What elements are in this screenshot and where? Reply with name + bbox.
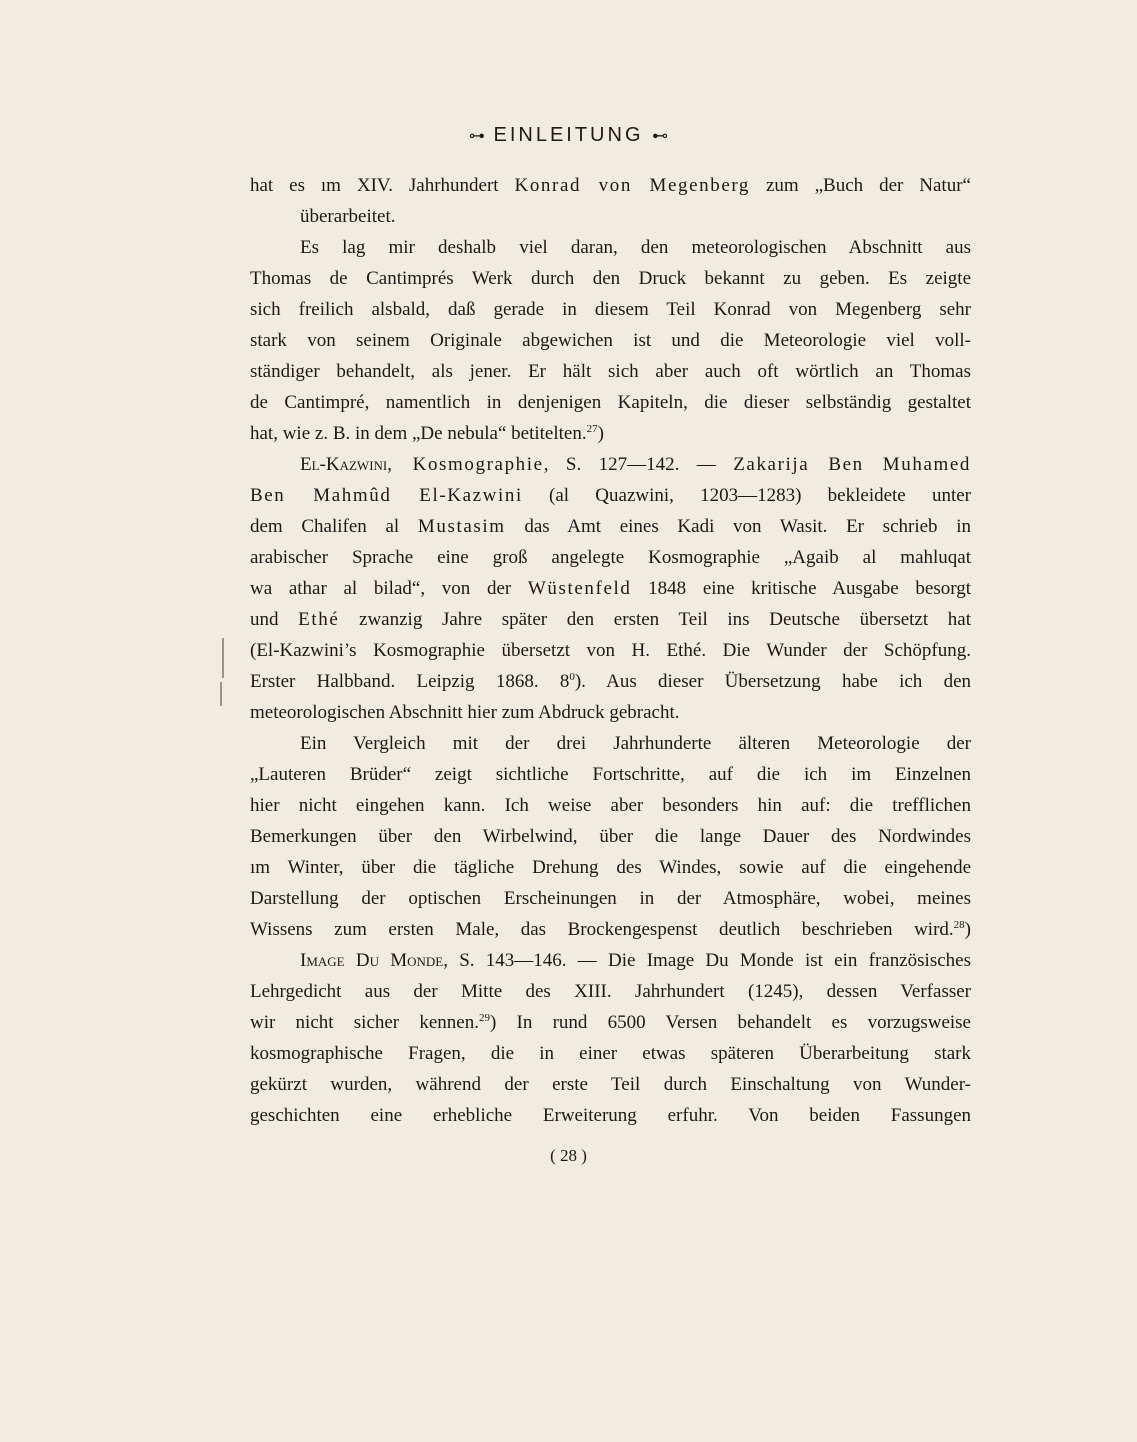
running-header [0, 124, 1137, 147]
header-title: EINLEITUNG [493, 124, 644, 146]
text-line: stark von seinem Originale abgewichen ist und die Meteorologie viel voll- [250, 330, 971, 351]
footnote-ref: 28 [953, 919, 965, 931]
text-line: dem Chalifen al Mustasim das Amt eines Kadi von Wasit. Er schrieb in [250, 516, 971, 537]
text-line: Thomas de Cantimprés Werk durch den Druck bekannt zu geben. Es zeigte [250, 268, 971, 289]
text-line: de Cantimpré, namentlich in denjenigen Kapiteln, die dieser selbständig gestaltet [250, 392, 971, 413]
header-ornament-right: ⊷ [652, 128, 669, 145]
section-heading-line: El-Kazwini, Kosmographie, S. 127—142. — Zakarija Ben Muhamed [300, 454, 971, 475]
text-line: hat es ım XIV. Jahrhundert Konrad von Megenberg zum „Buch der Natur“ [250, 175, 971, 196]
text-line: ständiger behandelt, als jener. Er hält sich aber auch oft wörtlich an Thomas [250, 361, 971, 382]
footnote-ref: 0 [569, 671, 575, 683]
text-line: hier nicht eingehen kann. Ich weise aber besonders hin auf: die trefflichen [250, 795, 971, 816]
text-line: überarbeitet. [300, 206, 396, 227]
text-line: und Ethé zwanzig Jahre später den ersten Teil ins Deutsche übersetzt hat [250, 609, 971, 630]
text-line: sich freilich alsbald, daß gerade in diesem Teil Konrad von Megenberg sehr [250, 299, 971, 320]
body-text [250, 170, 971, 1131]
text-line: meteorologischen Abschnitt hier zum Abdruck gebracht. [250, 702, 680, 723]
paragraph-start: Es lag mir deshalb viel daran, den meteorologischen Abschnitt aus [300, 237, 971, 258]
text-line: kosmographische Fragen, die in einer etwas späteren Überarbeitung stark [250, 1043, 971, 1064]
margin-pencil-mark [220, 682, 222, 706]
footnote-ref: 27 [586, 423, 598, 435]
text-line: „Lauteren Brüder“ zeigt sichtliche Fortschritte, auf die ich im Einzelnen [250, 764, 971, 785]
text-line: ım Winter, über die tägliche Drehung des Windes, sowie auf die eingehende [250, 857, 971, 878]
text-line: Wissens zum ersten Male, das Brockengespenst deutlich beschrieben wird.$^{28}$) [250, 919, 971, 940]
text-line: Darstellung der optischen Erscheinungen in der Atmosphäre, wobei, meines [250, 888, 971, 909]
margin-pencil-mark [222, 638, 224, 678]
text-line: Bemerkungen über den Wirbelwind, über die lange Dauer des Nordwindes [250, 826, 971, 847]
section-heading-line: Image Du Monde, S. 143—146. — Die Image Du Monde ist ein französisches [300, 950, 971, 971]
text-line: gekürzt wurden, während der erste Teil durch Einschaltung von Wunder- [250, 1074, 971, 1095]
section-title: El-Kazwini [300, 454, 388, 475]
text-line: wa athar al bilad“, von der Wüstenfeld 1848 eine kritische Ausgabe besorgt [250, 578, 971, 599]
text-line: hat, wie z. B. in dem „De nebula“ betitelten.$^{27}$) [250, 423, 604, 444]
page-number: ( 28 ) [550, 1146, 587, 1165]
text-line: (El-Kazwini’s Kosmographie übersetzt von H. Ethé. Die Wunder der Schöpfung. [250, 640, 971, 661]
text-line: Ben Mahmûd El-Kazwini (al Quazwini, 1203—1283) bekleidete unter [250, 485, 971, 506]
text-line: arabischer Sprache eine groß angelegte Kosmographie „Agaib al mahluqat [250, 547, 971, 568]
header-ornament-left: ⊶ [468, 128, 485, 145]
text-line: Lehrgedicht aus der Mitte des XIII. Jahrhundert (1245), dessen Verfasser [250, 981, 971, 1002]
section-title: Image Du Monde [300, 950, 444, 971]
paragraph-start: Ein Vergleich mit der drei Jahrhunderte älteren Meteorologie der [300, 733, 971, 754]
footnote-ref: 29 [478, 1012, 490, 1024]
text-line: geschichten eine erhebliche Erweiterung erfuhr. Von beiden Fassungen [250, 1105, 971, 1126]
text-line: Erster Halbband. Leipzig 1868. $8^0$). Aus dieser Übersetzung habe ich den [250, 671, 971, 692]
text-line: wir nicht sicher kennen.$^{29}$) In rund 6500 Versen behandelt es vorzugsweise [250, 1012, 971, 1033]
